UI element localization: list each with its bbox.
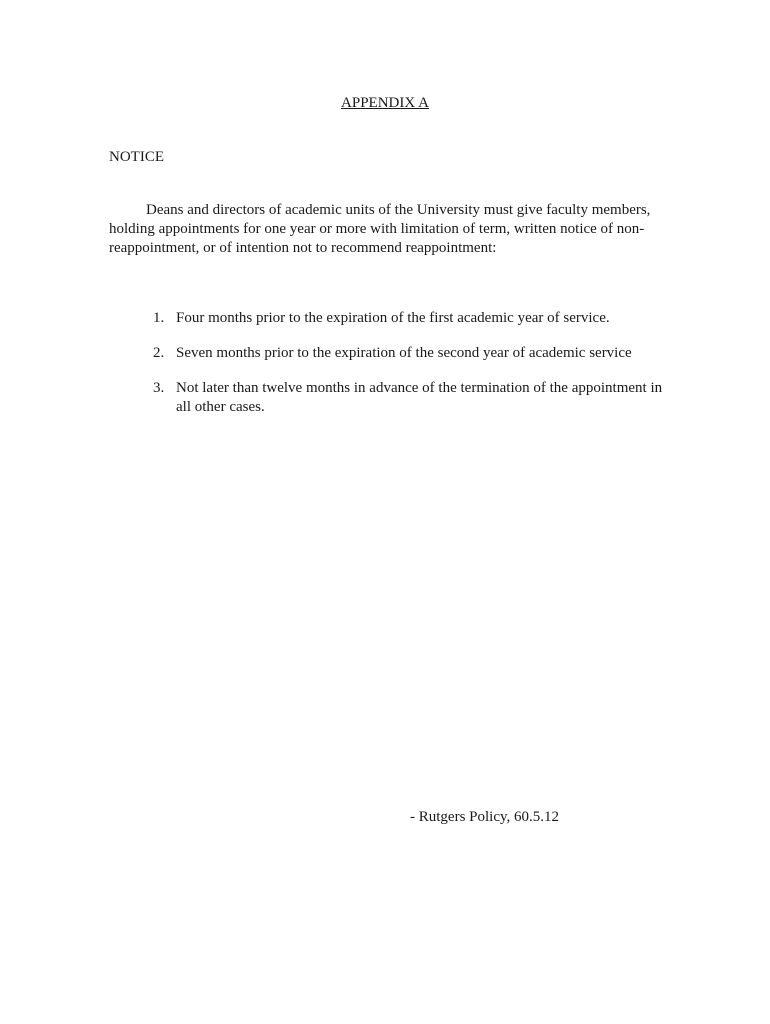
list-item-number: 3. [153, 380, 165, 396]
notice-heading: NOTICE [109, 149, 164, 165]
list-item [153, 309, 663, 328]
list-item-text: Seven months prior to the expiration of the second year of academic service [176, 345, 632, 361]
list-item-number: 1. [153, 310, 165, 326]
list-item-text: Not later than twelve months in advance of the termination of the appointment in all other cases. [176, 380, 663, 415]
appendix-title: APPENDIX A [341, 95, 429, 111]
policy-citation: - Rutgers Policy, 60.5.12 [410, 809, 560, 825]
list-item-number: 2. [153, 345, 165, 361]
notice-list [153, 309, 663, 433]
intro-paragraph: Deans and directors of academic units of the University must give faculty members, holding appointments for one year or more with limitation of term, written notice of non-reappointment, or of intention not to recommend reappointment: [109, 202, 651, 256]
list-item [153, 344, 663, 363]
list-item-text: Four months prior to the expiration of the first academic year of service. [176, 310, 610, 326]
list-item [153, 379, 663, 417]
